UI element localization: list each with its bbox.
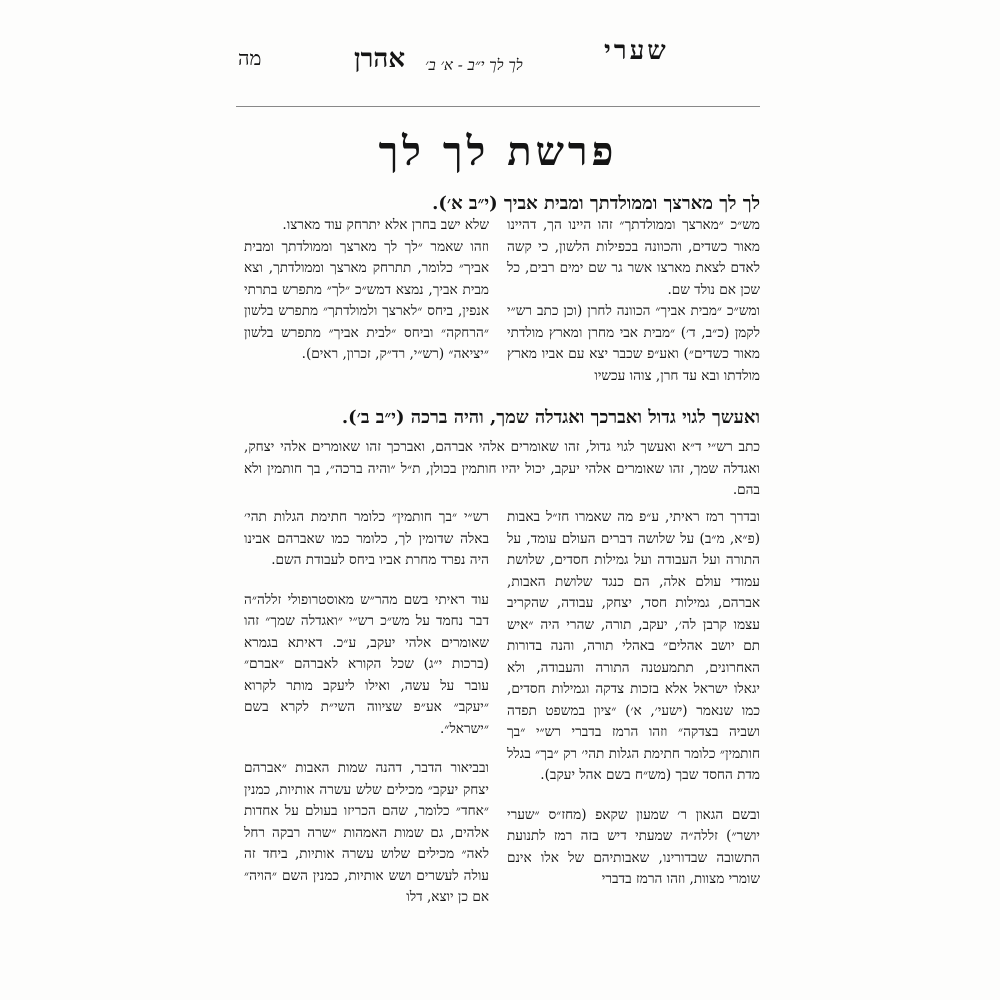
paragraph: מש״כ ״מארצך וממולדתך״ זהו היינו הך, דהיינו מאור כשדים, והכוונה בכפילות הלשון, כי קשה לאדם לצאת מארצו אשר גר שם ימים רבים, כל שכן אם נולד שם. — [507, 217, 760, 298]
paragraph: ובדרך רמז ראיתי, ע״פ מה שאמרו חז״ל באבות (פ״א, מ״ב) על שלושה דברים העולם עומד, על התורה ועל העבודה ועל גמילות חסדים, שלושת עמודי עולם אלה, הם כנגד שלושת האבות, אברהם, גמילות חסד, יצחק, עבודה, שהקריב עצמו קרבן לה׳, יעקב, תורה, שהרי היה ״איש תם יושב אהלים״ באהלי תורה, והנה בדורות האחרונים, תתמעטנה התורה והעבודה, ולא יגאלו ישראל אלא בזכות צדקה וגמילות חסדים, כמו שנאמר (ישעי׳, א׳) ״ציון במשפט תפדה ושביה בצדקה״ וזהו הרמז בדברי רש״י ״בך חותמין״ כלומר חתימת הגלות תהי׳ רק ״בך״ בגלל מדת החסד שבך (מש״ח בשם אהל יעקב). — [507, 509, 760, 783]
paragraph: כתב רש״י ד״א ואעשך לגוי גדול, זהו שאומרים אלהי אברהם, ואברכך זהו שאומרים אלהי יצחק, ואגדלה שמך, זהו שאומרים אלהי יעקב, יכול יהיו חותמין בכולן, ת״ל ״והיה ברכה״, בך חותמין ולא בהם. — [244, 439, 760, 498]
header-title-right: שערי — [604, 36, 669, 66]
verse-heading-1: לך לך מארצך וממולדתך ומבית אביך (י״ב א׳). — [432, 193, 760, 214]
rashi-paragraph — [244, 437, 760, 502]
header-title-left: אהרן — [354, 44, 406, 74]
paragraph: ומש״כ ״מבית אביך״ הכוונה לחרן (וכן כתב רש״י לקמן (כ״ב, ד׳) ״מבית אבי מחרן ומארץ מולדתי מאור כשדים״) ואע״פ שכבר יצא עם אביו מארץ מולדתו ובא עד חרן, צוהו עכשיו — [507, 303, 760, 384]
paragraph: שלא ישב בחרן אלא יתרחק עוד מארצו. — [282, 217, 489, 233]
paragraph: רש״י ״בך חותמין״ כלומר חתימת הגלות תהי׳ באלה שדומין לך, כלומר כמו שאברהם אבינו היה נפרד מחרת אביו ביחס לעבודת השם. — [244, 509, 489, 568]
paragraph: וזהו שאמר ״לך לך מארצך וממולדתך ומבית אביך״ כלומר, תתרחק מארצך וממולדתך, וצא מבית אביך, נמצא דמש״כ ״לך״ מתפרש בתרתי אנפין, ביחס ״לארצך ולמולדתך״ מתפרש בלשון ״הרחקה״ וביחס ״לבית אביך״ מתפרש בלשון ״יציאה״ (רש״י, רד״ק, זכרון, ראים). — [244, 238, 489, 362]
commentary-column-right-2 — [507, 507, 760, 891]
paragraph: עוד ראיתי בשם מהר״ש מאוסטרופולי זללה״ה דבר נחמד על מש״כ רש״י ״ואגדלה שמך״ זהו שאומרים אלהי יעקב, ע״כ. דאיתא בגמרא (ברכות י״ג) שכל הקורא לאברהם ״אברם״ עובר על עשה, ואילו ליעקב מותר לקרוא ״יעקב״ אע״פ שציווה השי״ת לקרא בשם ״ישראל״. — [244, 591, 489, 737]
paragraph: ובביאור הדבר, דהנה שמות האבות ״אברהם יצחק יעקב״ מכילים שלש עשרה אותיות, כמנין ״אחד״ כלומר, שהם הכריזו בעולם על אחדות אלהים, גם שמות האמהות ״שרה רבקה רחל לאה״ מכילים שלוש עשרה אותיות, ביחד זה עולה לעשרים ושש אותיות, כמנין השם ״הויה״ אם כן יוצא, דלו — [244, 760, 489, 905]
verse-heading-2: ואעשך לגוי גדול ואברכך ואגדלה שמך, והיה ברכה (י״ב ב׳). — [341, 407, 760, 428]
commentary-column-left-2 — [244, 507, 489, 909]
commentary-column-right-1 — [507, 215, 760, 387]
page-number: מה — [238, 46, 262, 70]
commentary-column-left-1 — [244, 215, 489, 366]
parsha-title: פרשת לך לך — [378, 128, 618, 175]
header-verse-reference: לך לך י״ב - א׳ ב׳ — [425, 56, 523, 74]
header-rule — [236, 106, 760, 107]
running-header — [220, 32, 820, 92]
paragraph: ובשם הגאון ר׳ שמעון שקאפ (מחז״ס ״שערי יושר״) זללה״ה שמעתי דיש בזה רמז לתנועת התשובה שבדורינו, שאבותיהם של אלו אינם שומרי מצוות, וזהו הרמז בדברי — [507, 806, 760, 887]
